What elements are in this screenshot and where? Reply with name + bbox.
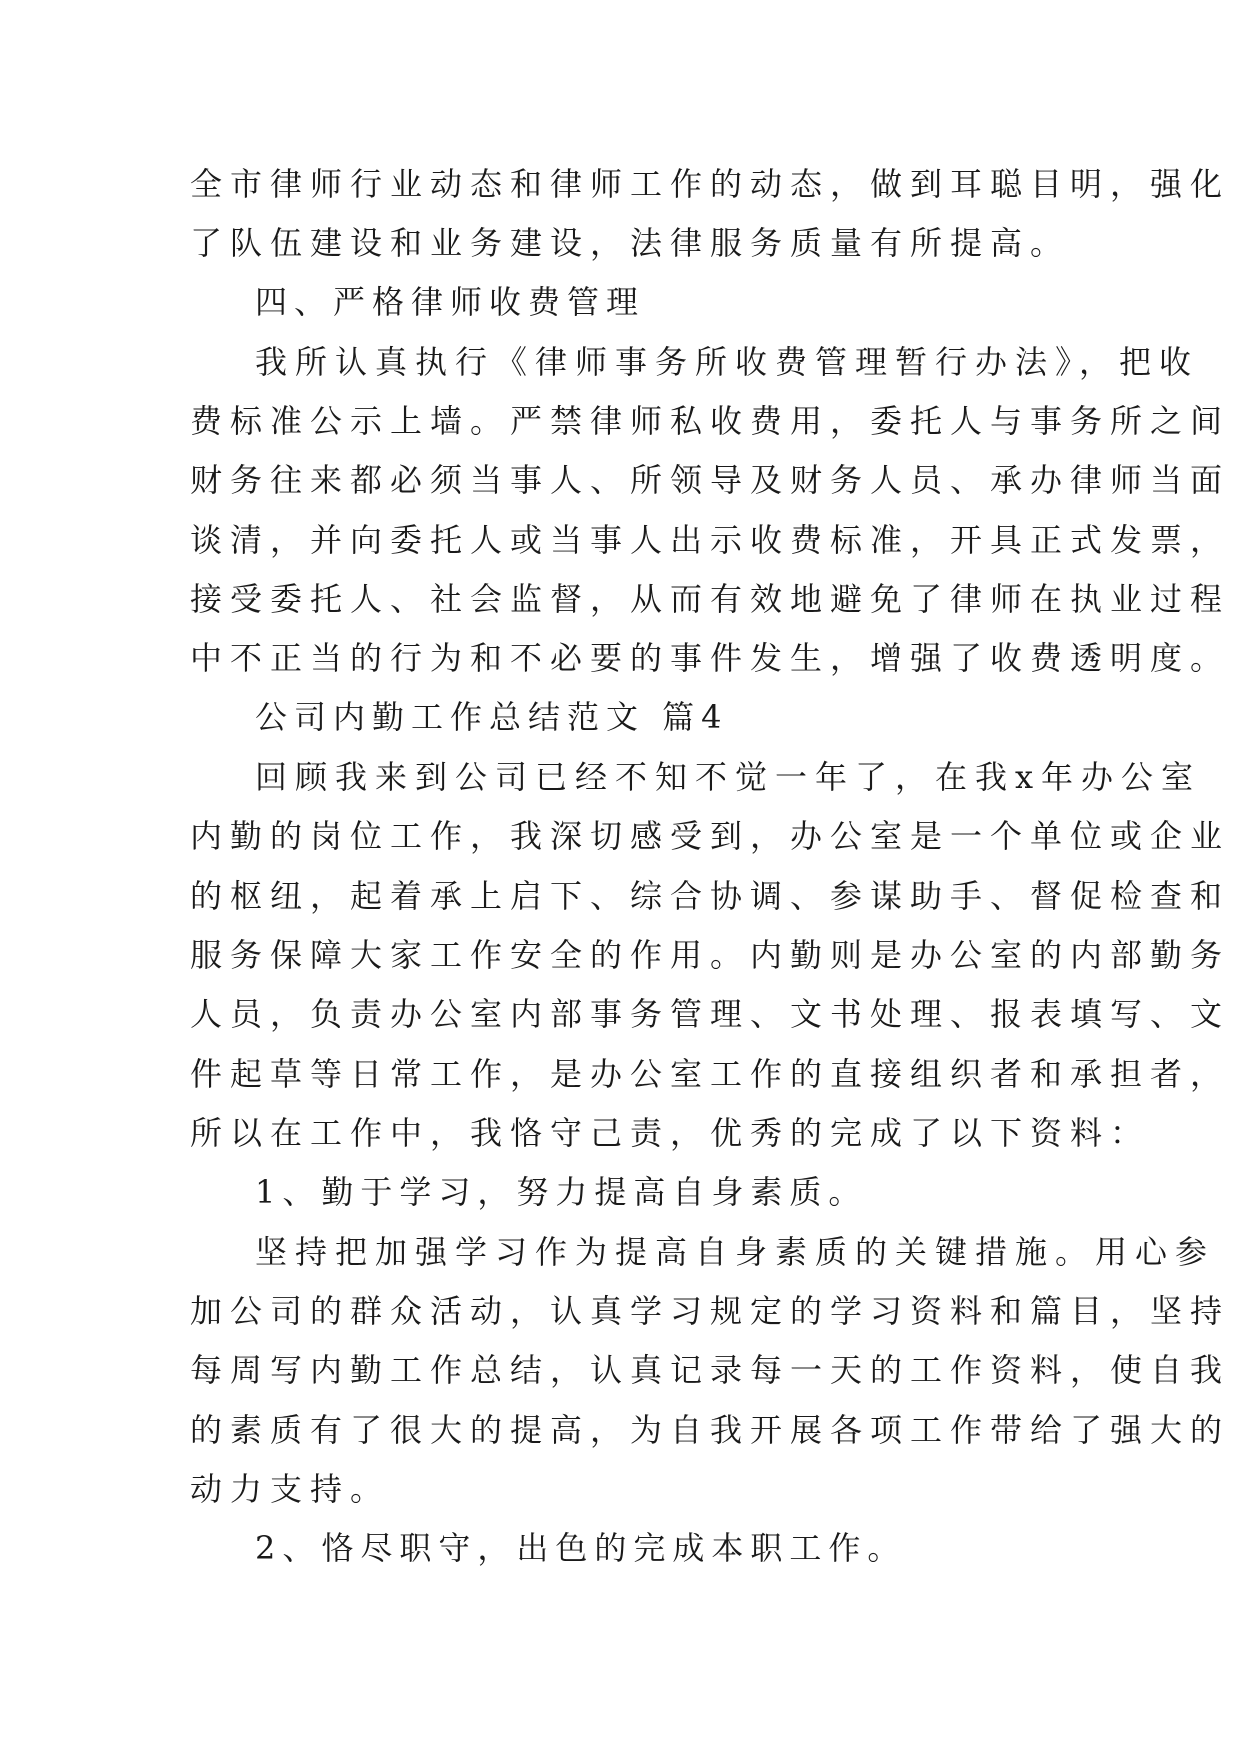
text-line: 所以在工作中，我恪守己责，优秀的完成了以下资料： [190,1114,1151,1152]
text-line: 谈清，并向委托人或当事人出示收费标准，开具正式发票， [190,521,1231,559]
article-title: 公司内勤工作总结范文 篇4 [255,698,729,736]
section-heading: 四、严格律师收费管理 [255,283,646,321]
text-line: 了队伍建设和业务建设，法律服务质量有所提高。 [190,224,1071,262]
section-heading: 2、恪尽职守，出色的完成本职工作。 [255,1529,907,1567]
text-line: 的枢纽，起着承上启下、综合协调、参谋助手、督促检查和 [190,877,1231,915]
text-line: 服务保障大家工作安全的作用。内勤则是办公室的内部勤务 [190,936,1231,974]
text-line: 动力支持。 [190,1470,391,1508]
text-line: 接受委托人、社会监督，从而有效地避免了律师在执业过程 [190,580,1231,618]
text-line: 中不正当的行为和不必要的事件发生，增强了收费透明度。 [190,639,1231,677]
section-heading: 1、勤于学习，努力提高自身素质。 [255,1173,868,1211]
text-line: 人员，负责办公室内部事务管理、文书处理、报表填写、文 [190,995,1231,1033]
text-line: 回顾我来到公司已经不知不觉一年了，在我x年办公室 [255,758,1202,796]
text-line: 件起草等日常工作，是办公室工作的直接组织者和承担者， [190,1055,1231,1093]
text-line: 财务往来都必须当事人、所领导及财务人员、承办律师当面 [190,461,1231,499]
text-line: 坚持把加强学习作为提高自身素质的关键措施。用心参 [255,1233,1216,1271]
text-line: 的素质有了很大的提高，为自我开展各项工作带给了强大的 [190,1411,1231,1449]
text-line: 加公司的群众活动，认真学习规定的学习资料和篇目，坚持 [190,1292,1231,1330]
text-line: 全市律师行业动态和律师工作的动态，做到耳聪目明，强化 [190,165,1231,203]
text-line: 内勤的岗位工作，我深切感受到，办公室是一个单位或企业 [190,817,1231,855]
text-line: 我所认真执行《律师事务所收费管理暂行办法》，把收 [255,343,1200,381]
text-line: 每周写内勤工作总结，认真记录每一天的工作资料，使自我 [190,1351,1231,1389]
text-line: 费标准公示上墙。严禁律师私收费用，委托人与事务所之间 [190,402,1231,440]
